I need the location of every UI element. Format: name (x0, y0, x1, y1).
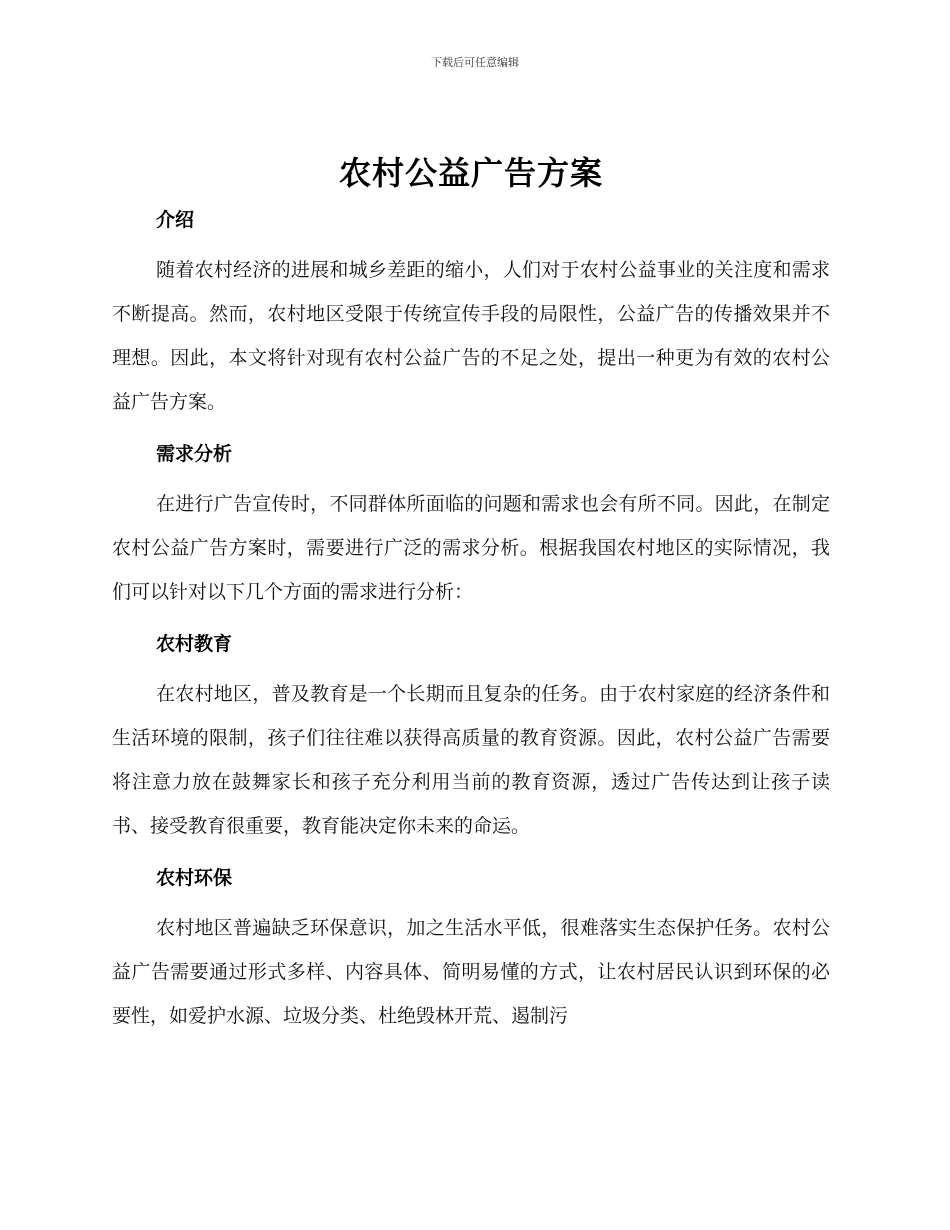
section-paragraph: 农村地区普遍缺乏环保意识，加之生活水平低，很难落实生态保护任务。农村公益广告需要通过形式多样、内容具体、简明易懂的方式，让农村居民认识到环保的必要性，如爱护水源、垃圾分类、杜绝毁林开荒、遏制污 (112, 917, 830, 1027)
document-body (112, 150, 830, 1038)
document-title: 农村公益广告方案 (338, 154, 603, 192)
section-heading: 介绍 (156, 209, 195, 231)
section-rural-environment (112, 856, 830, 1038)
section-needs-analysis (112, 432, 830, 622)
section-rural-education (112, 622, 830, 856)
section-paragraph: 在农村地区，普及教育是一个长期而且复杂的任务。由于农村家庭的经济条件和生活环境的限制，孩子们往往难以获得高质量的教育资源。因此，农村公益广告需要将注意力放在鼓舞家长和孩子充分利用当前的教育资源，透过广告传达到让孩子读书、接受教育很重要，教育能决定你未来的命运。 (112, 683, 830, 837)
section-paragraph: 随着农村经济的进展和城乡差距的缩小，人们对于农村公益事业的关注度和需求不断提高。然而，农村地区受限于传统宣传手段的局限性，公益广告的传播效果并不理想。因此，本文将针对现有农村公益广告的不足之处，提出一种更为有效的农村公益广告方案。 (112, 259, 830, 413)
section-intro (112, 198, 830, 432)
header-note: 下载后可任意编辑 (431, 56, 519, 69)
section-heading: 农村教育 (156, 633, 233, 655)
section-paragraph: 在进行广告宣传时，不同群体所面临的问题和需求也会有所不同。因此，在制定农村公益广告方案时，需要进行广泛的需求分析。根据我国农村地区的实际情况，我们可以针对以下几个方面的需求进行分析： (112, 493, 830, 603)
section-heading: 农村环保 (156, 867, 233, 889)
section-heading: 需求分析 (156, 443, 233, 465)
